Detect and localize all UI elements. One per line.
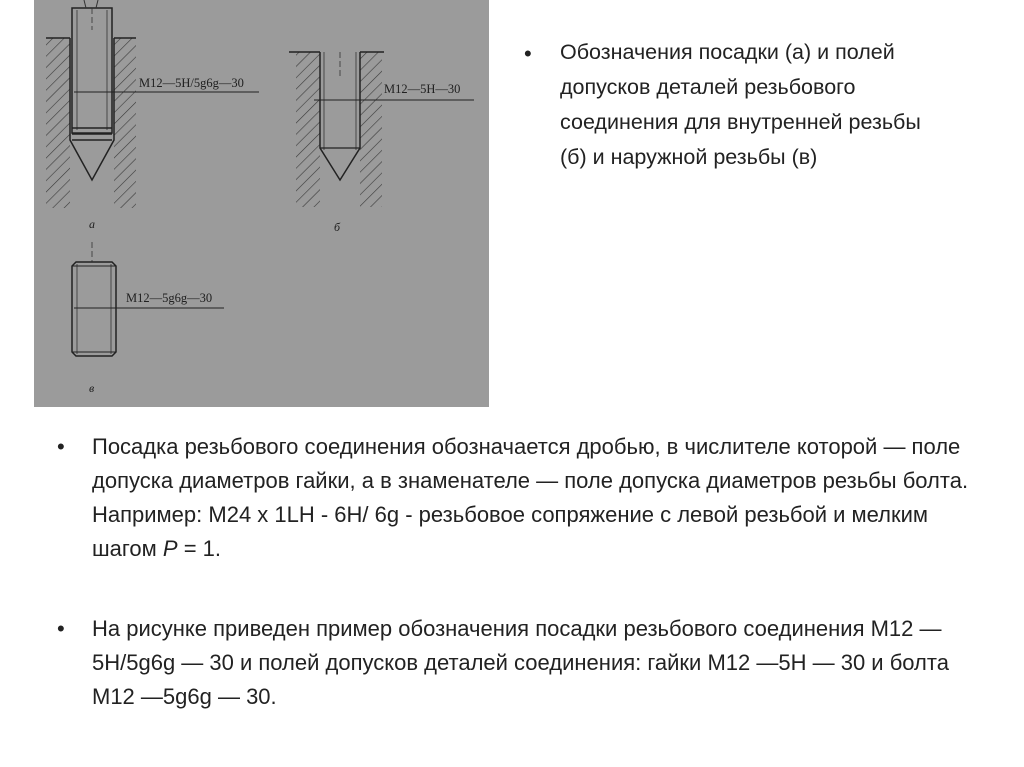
caption-b: б [334, 220, 341, 234]
caption-a: а [89, 217, 95, 231]
drawing-a [46, 0, 259, 231]
label-b: M12—5H—30 [384, 82, 461, 96]
hatch-left-a [46, 38, 70, 208]
figure-description-text: Обозначения посадки (а) и полей допусков деталей резьбового соединения для внутренней резьбы (б) и наружной резьбы (в) [560, 40, 921, 169]
figure-description [524, 35, 944, 175]
example-text: На рисунке приведен пример обозначения посадки резьбового соединения М12 —5Н/5g6g — 30 и полей допусков деталей соединения: гайки М12 —5Н — 30 и болта М12 —5g6g — 30. [92, 616, 949, 709]
thread-drawing [34, 0, 489, 407]
example-paragraph [57, 612, 987, 714]
drawing-c [72, 242, 224, 395]
drawing-b [289, 52, 474, 234]
fit-notation-paragraph [57, 430, 987, 566]
bullet-marker: • [524, 41, 532, 66]
label-a: M12—5H/5g6g—30 [139, 76, 244, 90]
label-c: M12—5g6g—30 [126, 291, 213, 305]
fit-notation-text: Посадка резьбового соединения обозначается дробью, в числителе которой — поле допуска диаметров гайки, а в знаменателе — поле допуска диаметров резьбы болта. Например: М24 х 1LН - 6Н/ 6g - резьбовое сопряжение с левой резьбой и мелким шагом Р = 1. [92, 434, 969, 561]
bullet-marker: • [57, 434, 65, 459]
hatch-right-a [114, 38, 136, 208]
bullet-marker: • [57, 616, 65, 641]
thread-fit-figure [34, 0, 489, 407]
caption-c: в [89, 381, 95, 395]
